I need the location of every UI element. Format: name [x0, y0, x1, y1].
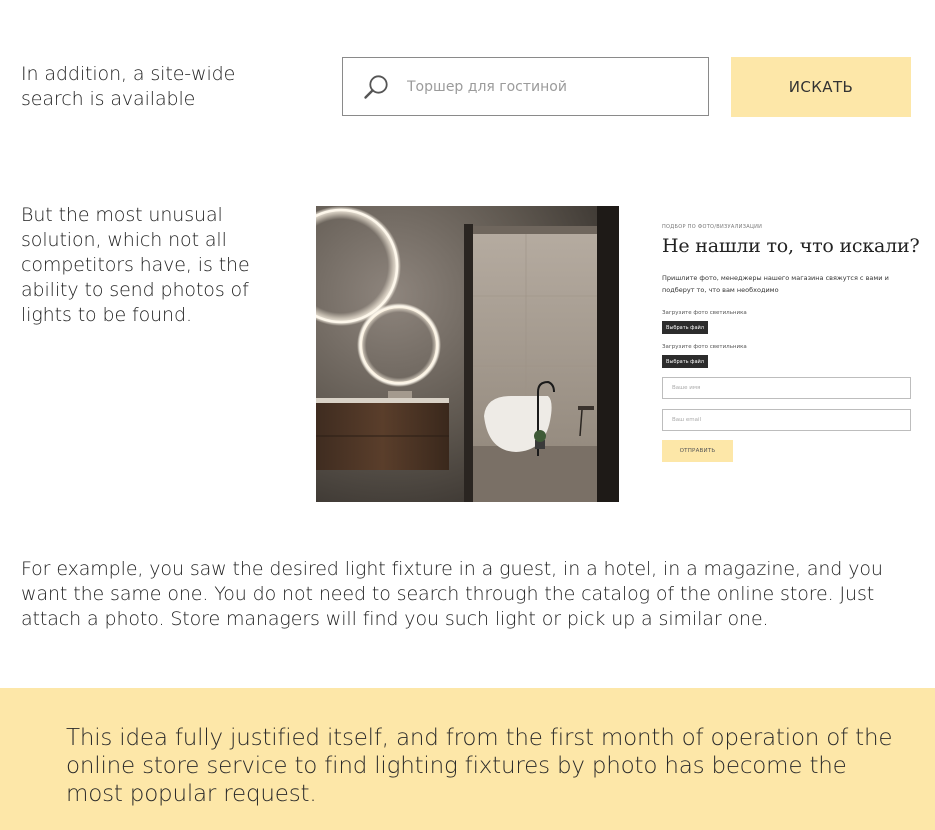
choose-file-button-1[interactable]: Выбрать файл: [662, 321, 708, 334]
form-heading: Не нашли то, что искали?: [662, 235, 920, 257]
search-input[interactable]: [407, 58, 697, 115]
submit-button[interactable]: ОТПРАВИТЬ: [662, 440, 733, 462]
bathroom-interior-photo: [316, 206, 619, 502]
name-field[interactable]: [662, 377, 911, 399]
search-icon[interactable]: [363, 74, 389, 100]
upload-label-2: Загрузите фото светильника: [662, 344, 747, 350]
email-field[interactable]: [662, 409, 911, 431]
conclusion-text: This idea fully justified itself, and from the first month of operation of the online store service to find lighting fixtures by photo has become the most popular request.: [66, 725, 893, 807]
search-button[interactable]: ИСКАТЬ: [731, 57, 911, 117]
photo-feature-text: But the most unusual solution, which not all competitors have, is the ability to send photos of lights to be found.: [21, 204, 250, 326]
choose-file-button-2[interactable]: Выбрать файл: [662, 355, 708, 368]
example-text: For example, you saw the desired light fixture in a guest, in a hotel, in a magazine, and you want the same one. You do not need to search through the catalog of the online store. Just attach a photo. Store managers will find you such light or pick up a similar one.: [21, 558, 883, 630]
form-eyebrow: ПОДБОР ПО ФОТО/ВИЗУАЛИЗАЦИИ: [662, 224, 763, 230]
form-description: Пришлите фото, менеджеры нашего магазина свяжутся с вами и подберут то, что вам необходимо: [662, 274, 889, 294]
search-intro-text: In addition, a site-wide search is available: [21, 63, 236, 110]
upload-label-1: Загрузите фото светильника: [662, 310, 747, 316]
search-box[interactable]: [342, 57, 709, 116]
conclusion-banner: [0, 688, 935, 830]
